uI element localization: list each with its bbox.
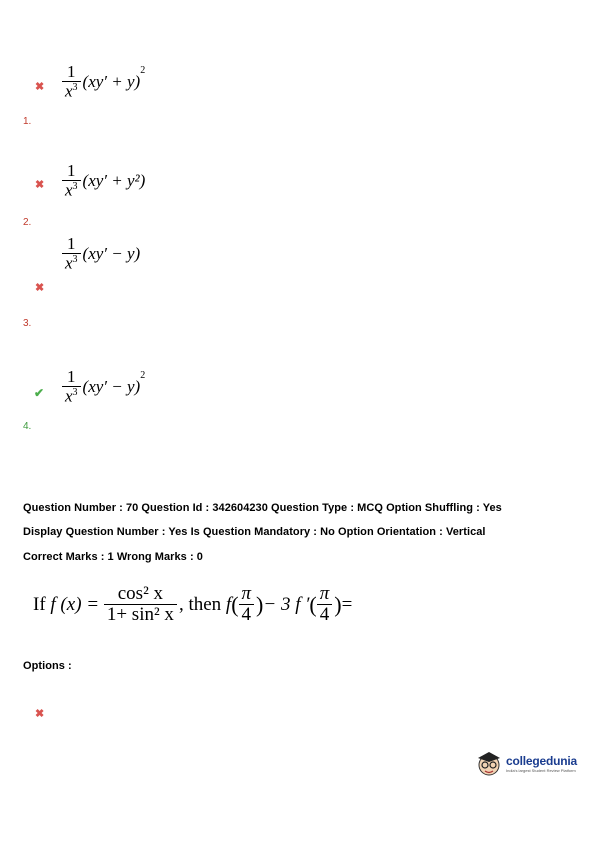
- question-meta-line-3: Correct Marks : 1 Wrong Marks : 0: [23, 551, 203, 563]
- option-3-number: 3.: [23, 318, 32, 329]
- cross-icon: ✖: [35, 708, 45, 720]
- option-2-expression: $\frac{1}{x^3}$ (xy′ + y²): [62, 162, 145, 200]
- question-meta-line-1: Question Number : 70 Question Id : 342604230 Question Type : MCQ Option Shuffling : Yes: [23, 502, 502, 514]
- logo-name: collegedunia: [506, 753, 577, 768]
- option-1-expression: $\frac{1}{x^3}$ (xy′ + y) $^2$: [62, 63, 145, 101]
- question-stem: If f (x) = $\frac{\text{cos² x}}{\text{1+ sin² x}}$ , then f ( $\frac{\pi}{4}$ ) − 3 f ′ ( $\frac{\pi}{4}$ ) =: [33, 583, 353, 625]
- cross-icon: ✖: [35, 179, 45, 191]
- mascot-icon: [474, 748, 504, 778]
- option-1-number: 1.: [23, 116, 32, 127]
- options-label: Options :: [23, 660, 72, 672]
- option-4-number: 4.: [23, 421, 32, 432]
- option-4-expression: $\frac{1}{x^3}$ (xy′ − y) $^2$: [62, 368, 145, 406]
- logo-tagline: India's largest Student Review Platform: [506, 767, 576, 773]
- question-meta-line-2: Display Question Number : Yes Is Question Mandatory : No Option Orientation : Vertical: [23, 526, 486, 538]
- option-3-expression: $\frac{1}{x^3}$ (xy′ − y): [62, 235, 140, 273]
- cross-icon: ✖: [35, 81, 45, 93]
- collegedunia-logo: [474, 748, 577, 778]
- option-2-number: 2.: [23, 217, 32, 228]
- check-icon: ✔: [34, 386, 45, 400]
- cross-icon: ✖: [35, 282, 45, 294]
